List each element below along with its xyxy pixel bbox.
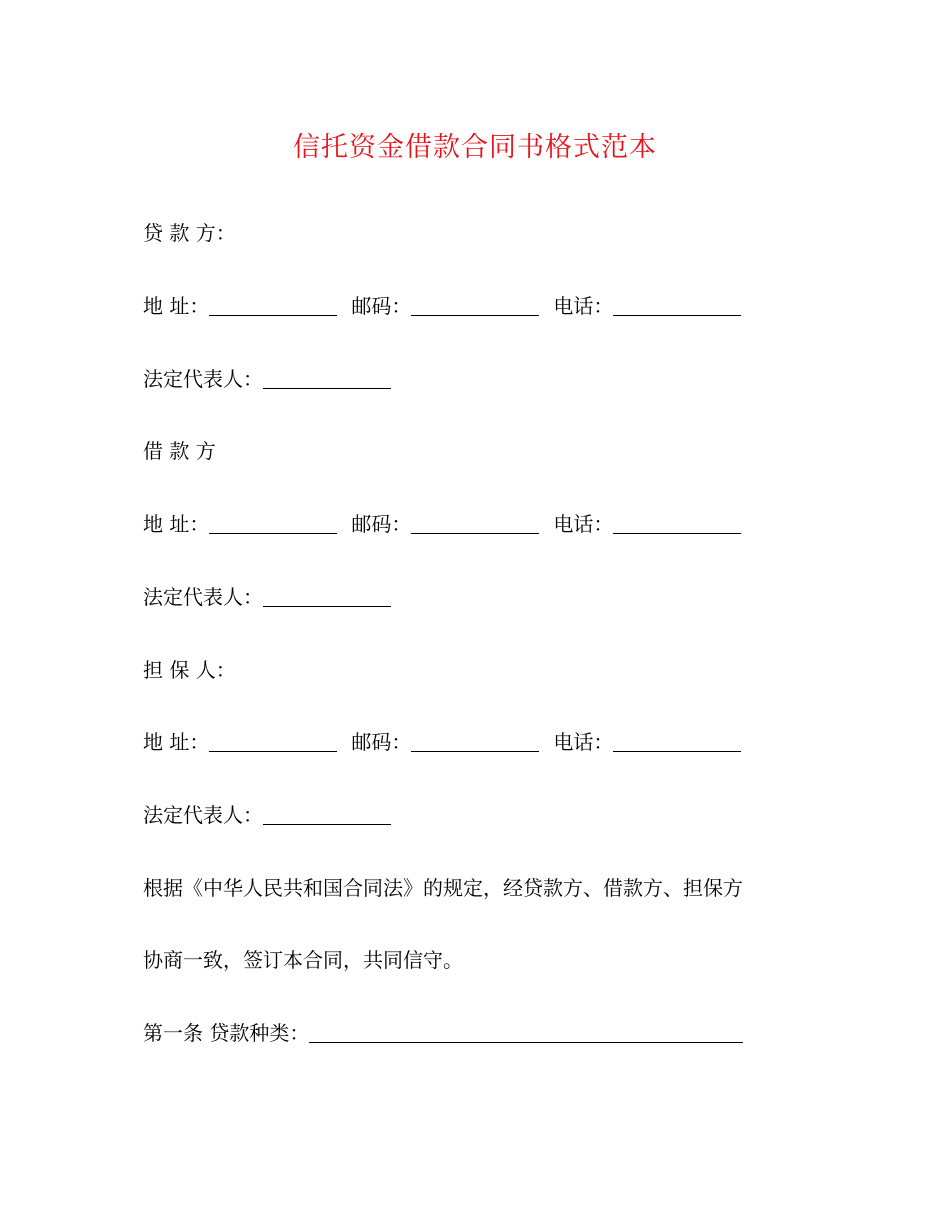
lender-address-field[interactable] [209,295,337,316]
borrower-legal-rep-row [143,582,391,612]
lender-postcode-field[interactable] [411,295,539,316]
article-1-label: 第一条 贷款种类： [143,1021,310,1045]
guarantor-legal-rep-field[interactable] [263,804,391,825]
guarantor-contact-row [143,727,741,757]
lender-legal-rep-field[interactable] [263,368,391,389]
borrower-legal-rep-label: 法定代表人： [143,585,263,609]
guarantor-heading: 担 保 人： [143,658,236,682]
lender-legal-rep-row [143,364,391,394]
lender-heading: 贷 款 方： [143,221,236,245]
borrower-address-label: 地 址： [143,512,210,536]
document-title: 信托资金借款合同书格式范本 [293,132,657,163]
lender-contact-row [143,291,741,321]
lender-postcode-label: 邮码： [351,294,412,318]
lender-phone-label: 电话： [553,294,614,318]
guarantor-phone-field[interactable] [613,731,741,752]
borrower-postcode-field[interactable] [411,513,539,534]
borrower-phone-label: 电话： [553,512,614,536]
lender-phone-field[interactable] [613,295,741,316]
guarantor-legal-rep-row [143,800,391,830]
guarantor-postcode-label: 邮码： [351,730,412,754]
borrower-postcode-label: 邮码： [351,512,412,536]
lender-address-label: 地 址： [143,294,210,318]
loan-type-field[interactable] [309,1022,743,1043]
borrower-contact-row [143,509,741,539]
borrower-legal-rep-field[interactable] [263,586,391,607]
guarantor-address-label: 地 址： [143,730,210,754]
guarantor-address-field[interactable] [209,731,337,752]
guarantor-phone-label: 电话： [553,730,614,754]
borrower-heading: 借 款 方 [143,439,216,463]
preamble-line-1: 根据《中华人民共和国合同法》的规定，经贷款方、借款方、担保方 [143,876,743,900]
lender-legal-rep-label: 法定代表人： [143,367,263,391]
preamble-line-2: 协商一致，签订本合同，共同信守。 [143,948,463,972]
guarantor-legal-rep-label: 法定代表人： [143,803,263,827]
guarantor-postcode-field[interactable] [411,731,539,752]
borrower-address-field[interactable] [209,513,337,534]
borrower-phone-field[interactable] [613,513,741,534]
article-1-row [143,1018,743,1048]
